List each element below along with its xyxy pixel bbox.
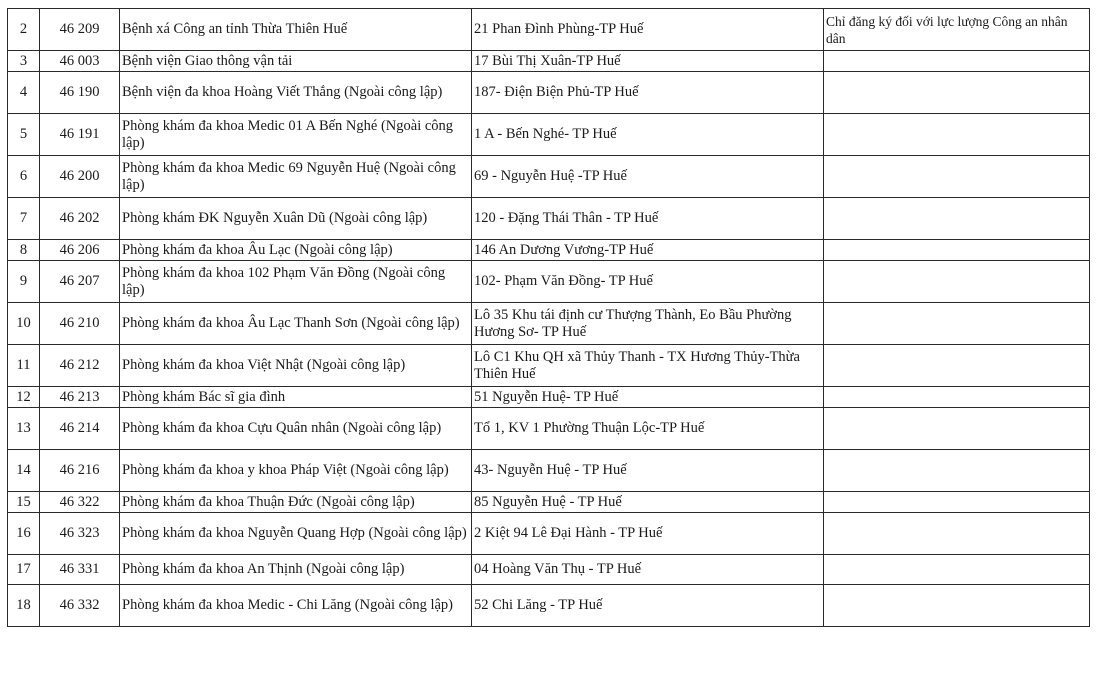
facility-address: 146 An Dương Vương-TP Huế [472, 240, 824, 261]
facility-note [824, 114, 1090, 156]
facility-address: Tổ 1, KV 1 Phường Thuận Lộc-TP Huế [472, 408, 824, 450]
table-row [8, 9, 1090, 51]
facility-note [824, 156, 1090, 198]
row-number: 11 [8, 345, 40, 387]
facility-note [824, 450, 1090, 492]
facility-code: 46 332 [40, 585, 120, 627]
facility-code: 46 003 [40, 51, 120, 72]
table-row [8, 114, 1090, 156]
facility-name: Phòng khám đa khoa Nguyễn Quang Hợp (Ngoài công lập) [120, 513, 472, 555]
row-number: 7 [8, 198, 40, 240]
row-number: 8 [8, 240, 40, 261]
facility-name: Phòng khám đa khoa Thuận Đức (Ngoài công lập) [120, 492, 472, 513]
facility-name: Phòng khám đa khoa Âu Lạc (Ngoài công lập) [120, 240, 472, 261]
facility-name: Phòng khám Bác sĩ gia đình [120, 387, 472, 408]
facility-address: Lô C1 Khu QH xã Thủy Thanh - TX Hương Thủy-Thừa Thiên Huế [472, 345, 824, 387]
facility-note [824, 492, 1090, 513]
facility-name: Phòng khám đa khoa Medic - Chi Lăng (Ngoài công lập) [120, 585, 472, 627]
facility-note [824, 585, 1090, 627]
facility-address: Lô 35 Khu tái định cư Thượng Thành, Eo Bầu Phường Hương Sơ- TP Huế [472, 303, 824, 345]
table-row [8, 492, 1090, 513]
row-number: 17 [8, 555, 40, 585]
row-number: 16 [8, 513, 40, 555]
row-number: 4 [8, 72, 40, 114]
facility-code: 46 331 [40, 555, 120, 585]
facility-note [824, 387, 1090, 408]
row-number: 13 [8, 408, 40, 450]
facility-code: 46 206 [40, 240, 120, 261]
row-number: 12 [8, 387, 40, 408]
facility-address: 2 Kiệt 94 Lê Đại Hành - TP Huế [472, 513, 824, 555]
facility-code: 46 200 [40, 156, 120, 198]
facility-code: 46 322 [40, 492, 120, 513]
facility-address: 51 Nguyễn Huệ- TP Huế [472, 387, 824, 408]
table-row [8, 585, 1090, 627]
facility-name: Bệnh viện đa khoa Hoàng Viết Thắng (Ngoài công lập) [120, 72, 472, 114]
facility-note: Chỉ đăng ký đối với lực lượng Công an nhân dân [824, 9, 1090, 51]
facility-name: Phòng khám đa khoa Medic 01 A Bến Nghé (Ngoài công lập) [120, 114, 472, 156]
facility-address: 17 Bùi Thị Xuân-TP Huế [472, 51, 824, 72]
row-number: 5 [8, 114, 40, 156]
table-row [8, 240, 1090, 261]
facility-address: 1 A - Bến Nghé- TP Huế [472, 114, 824, 156]
facility-address: 102- Phạm Văn Đồng- TP Huế [472, 261, 824, 303]
facility-address: 85 Nguyễn Huệ - TP Huế [472, 492, 824, 513]
facility-note [824, 513, 1090, 555]
facility-code: 46 190 [40, 72, 120, 114]
table-row [8, 303, 1090, 345]
facility-note [824, 555, 1090, 585]
facility-address: 120 - Đặng Thái Thân - TP Huế [472, 198, 824, 240]
row-number: 14 [8, 450, 40, 492]
row-number: 18 [8, 585, 40, 627]
facility-code: 46 209 [40, 9, 120, 51]
row-number: 2 [8, 9, 40, 51]
row-number: 9 [8, 261, 40, 303]
table-row [8, 408, 1090, 450]
table-row [8, 345, 1090, 387]
facility-note [824, 51, 1090, 72]
facility-note [824, 72, 1090, 114]
facility-note [824, 408, 1090, 450]
table-row [8, 450, 1090, 492]
table-body [8, 9, 1090, 627]
facility-address: 69 - Nguyễn Huệ -TP Huế [472, 156, 824, 198]
facility-address: 04 Hoàng Văn Thụ - TP Huế [472, 555, 824, 585]
table-row [8, 387, 1090, 408]
facility-code: 46 213 [40, 387, 120, 408]
facility-name: Phòng khám ĐK Nguyễn Xuân Dũ (Ngoài công lập) [120, 198, 472, 240]
facility-table [7, 8, 1090, 627]
facility-code: 46 207 [40, 261, 120, 303]
table-row [8, 513, 1090, 555]
facility-code: 46 202 [40, 198, 120, 240]
table-row [8, 198, 1090, 240]
row-number: 10 [8, 303, 40, 345]
facility-address: 43- Nguyễn Huệ - TP Huế [472, 450, 824, 492]
facility-note [824, 261, 1090, 303]
facility-address: 52 Chi Lăng - TP Huế [472, 585, 824, 627]
table-row [8, 261, 1090, 303]
facility-name: Phòng khám đa khoa Việt Nhật (Ngoài công lập) [120, 345, 472, 387]
table-row [8, 51, 1090, 72]
row-number: 6 [8, 156, 40, 198]
facility-code: 46 323 [40, 513, 120, 555]
facility-name: Phòng khám đa khoa 102 Phạm Văn Đồng (Ngoài công lập) [120, 261, 472, 303]
facility-address: 187- Điện Biện Phủ-TP Huế [472, 72, 824, 114]
facility-code: 46 212 [40, 345, 120, 387]
row-number: 3 [8, 51, 40, 72]
facility-name: Bệnh xá Công an tỉnh Thừa Thiên Huế [120, 9, 472, 51]
table-row [8, 72, 1090, 114]
facility-note [824, 345, 1090, 387]
facility-note [824, 303, 1090, 345]
facility-name: Phòng khám đa khoa Âu Lạc Thanh Sơn (Ngoài công lập) [120, 303, 472, 345]
table-row [8, 555, 1090, 585]
facility-name: Phòng khám đa khoa Cựu Quân nhân (Ngoài công lập) [120, 408, 472, 450]
facility-note [824, 198, 1090, 240]
row-number: 15 [8, 492, 40, 513]
facility-code: 46 191 [40, 114, 120, 156]
facility-name: Bệnh viện Giao thông vận tải [120, 51, 472, 72]
facility-code: 46 214 [40, 408, 120, 450]
table-row [8, 156, 1090, 198]
facility-note [824, 240, 1090, 261]
facility-code: 46 210 [40, 303, 120, 345]
facility-name: Phòng khám đa khoa y khoa Pháp Việt (Ngoài công lập) [120, 450, 472, 492]
facility-address: 21 Phan Đình Phùng-TP Huế [472, 9, 824, 51]
facility-name: Phòng khám đa khoa An Thịnh (Ngoài công lập) [120, 555, 472, 585]
facility-code: 46 216 [40, 450, 120, 492]
facility-name: Phòng khám đa khoa Medic 69 Nguyễn Huệ (Ngoài công lập) [120, 156, 472, 198]
